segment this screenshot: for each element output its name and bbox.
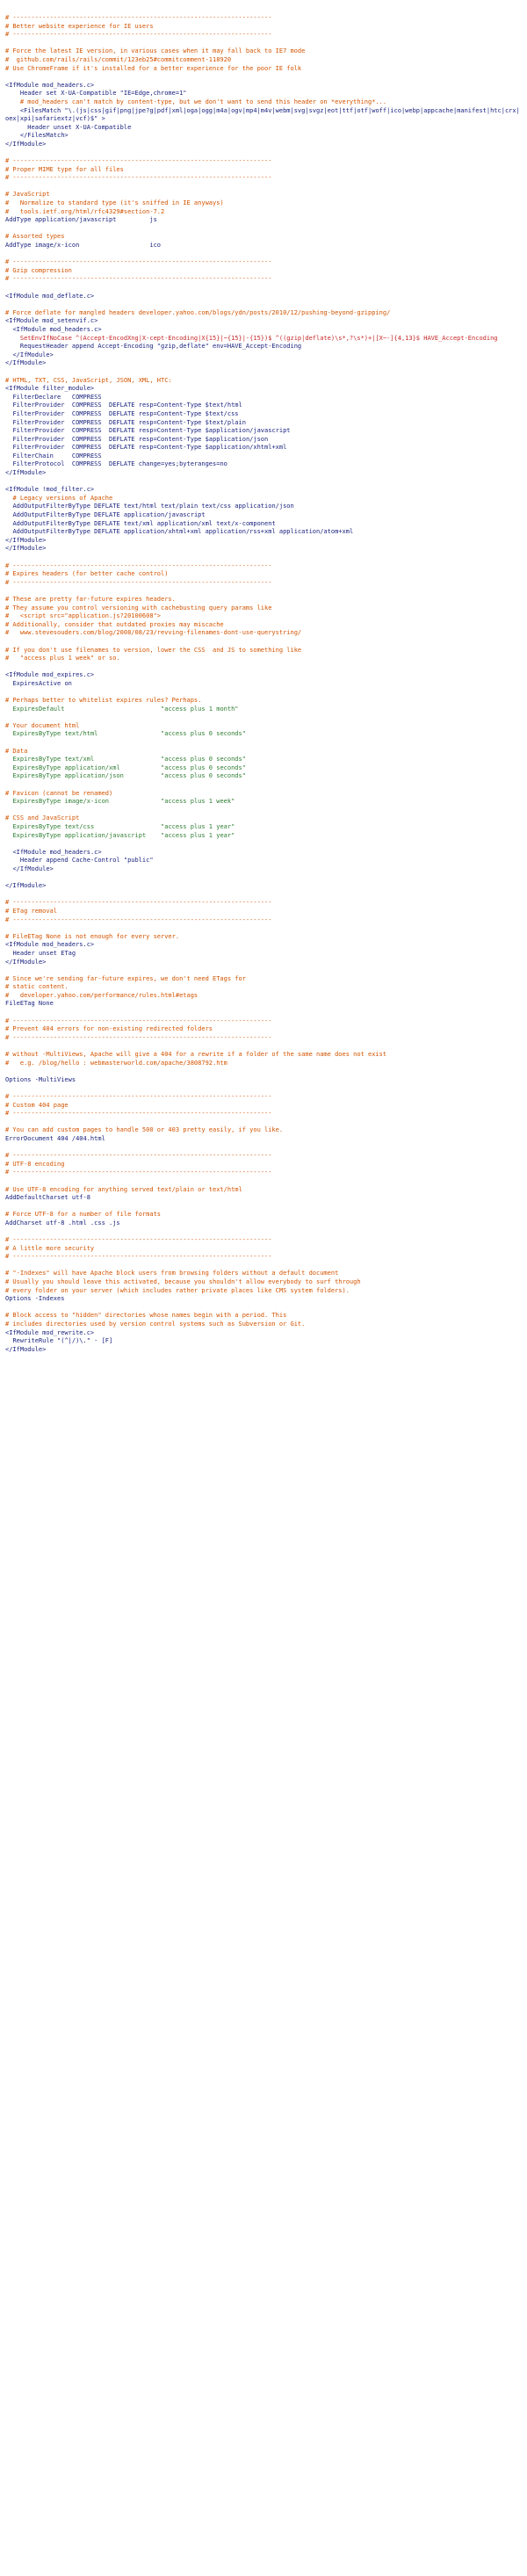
module-tag-line: <IfModule !mod_filter.c> [5,486,95,494]
blank-line [5,713,522,722]
comment-line: # "-Indexes" will have Apache block users from browsing folders without a default document [5,1270,339,1277]
comment-line: # ---------------------------------------------------------------------- [5,1110,272,1118]
comment-line: # Expires headers (for better cache control) [5,570,169,578]
blank-line [5,739,522,748]
directive-line: FilterChain COMPRESS [5,452,102,459]
comment-line: # ---------------------------------------------------------------------- [5,915,272,923]
comment-line: # ---------------------------------------------------------------------- [5,1033,272,1041]
blank-line [5,1009,522,1017]
comment-line: # UTF-8 encoding [5,1160,65,1168]
blank-line [5,149,522,158]
module-tag-line: <FilesMatch "\.(js|css|gif|png|jpe?g|pdf|xml|oga|ogg|m4a|ogv|mp4|m4v|webm|svg|svgz|eot|ttf|otf|woff|ico|webp|appcache|manifest|htc|crx|oex|xpi|safariextz|vcf)$" > [5,106,520,123]
comment-line: # ---------------------------------------------------------------------- [5,1093,272,1100]
comment-line: # includes directories used by version control systems such as Subversion or Git. [5,1321,306,1328]
directive-line: AddType image/x-icon ico [5,242,162,250]
directive-line: FilterProvider COMPRESS DEFLATE resp=Content-Type $application/javascript [5,427,291,435]
blank-line [5,663,522,672]
directive-line: Options -Indexes [5,1295,65,1303]
comment-line: # Use ChromeFrame if it's installed for a better experience for the poor IE folk [5,64,302,72]
comment-line: # "access plus 1 week" or so. [5,655,120,662]
module-tag-line: </IfModule> [5,359,47,367]
comment-line: # ---------------------------------------------------------------------- [5,578,272,586]
comment-line: # FileETag None is not enough for every server. [5,932,180,940]
comment-line: # Force UTF-8 for a number of file formats [5,1211,162,1219]
blank-line [5,1177,522,1186]
module-tag-line: <IfModule mod_headers.c> [5,848,102,856]
comment-line: # ---------------------------------------------------------------------- [5,14,272,21]
blank-line [5,587,522,596]
directive-line: FilterProvider COMPRESS DEFLATE resp=Content-Type $text/html [5,402,242,409]
blank-line [5,638,522,647]
comment-line: # Legacy versions of Apache [5,494,113,502]
expires-rule-line: ExpiresByType text/html "access plus 0 seconds" [5,730,246,738]
module-tag-line: <IfModule filter_module> [5,385,95,393]
expires-rule-line: ExpiresByType application/json "access plus 0 seconds" [5,772,246,780]
module-tag-line: <IfModule mod_deflate.c> [5,292,95,300]
comment-line: # ETag removal [5,907,58,915]
module-tag-line: <IfModule mod_rewrite.c> [5,1328,95,1336]
directive-line: RequestHeader append Accept-Encoding "gzip,deflate" env=HAVE_Accept-Encoding [5,343,302,351]
module-tag-line: <IfModule mod_headers.c> [5,81,95,89]
comment-line: # Use UTF-8 encoding for anything served text/plain or text/html [5,1185,242,1193]
comment-line: # ---------------------------------------------------------------------- [5,275,272,283]
blank-line [5,1067,522,1076]
comment-line: # ---------------------------------------------------------------------- [5,31,272,39]
comment-line: # Assorted types [5,233,65,241]
comment-line: # Better website experience for IE users [5,22,154,30]
directive-line: FilterProvider COMPRESS DEFLATE resp=Content-Type $text/css [5,409,239,417]
comment-line: # Your document html [5,721,80,729]
comment-line: # www.stevesouders.com/blog/2008/08/23/revving-filenames-dont-use-querystring/ [5,629,302,637]
directive-line: Header set X-UA-Compatible "IE=Edge,chrome=1" [5,90,187,98]
blank-line [5,840,522,849]
blank-line [5,1203,522,1212]
expires-rule-line: ExpiresByType text/css "access plus 1 year" [5,823,235,830]
blank-line [5,183,522,192]
comment-line: # tools.ietf.org/html/rfc4329#section-7.2 [5,207,165,215]
directive-line: AddOutputFilterByType DEFLATE application/javascript [5,511,206,519]
blank-line [5,1042,522,1051]
blank-line [5,891,522,900]
directive-line: FilterDeclare COMPRESS [5,393,102,401]
comment-line: # mod_headers can't match by content-type, but we don't want to send this header on *everything*... [5,98,387,105]
comment-line: # github.com/rails/rails/commit/123eb25#commitcomment-118920 [5,55,232,63]
blank-line [5,73,522,82]
module-tag-line: </FilesMatch> [5,132,69,140]
comment-line: # ---------------------------------------------------------------------- [5,561,272,569]
directive-line: RewriteRule "(^|/)\." - [F] [5,1337,113,1345]
blank-line [5,1144,522,1153]
comment-line: # If you don't use filenames to version, lower the CSS and JS to something like [5,646,302,654]
module-tag-line: </IfModule> [5,882,47,890]
blank-line [5,478,522,487]
comment-line: # They assume you control versioning with cachebusting query params like [5,604,272,611]
comment-line: # Proper MIME type for all files [5,165,124,173]
directive-line: Header unset X-UA-Compatible [5,123,132,131]
directive-line: FilterProvider COMPRESS DEFLATE resp=Content-Type $application/json [5,435,269,443]
comment-line: # <script src="application.js?20100608"> [5,612,162,620]
directive-line: ErrorDocument 404 /404.html [5,1134,105,1142]
directive-line: AddOutputFilterByType DEFLATE text/xml application/xml text/x-component [5,519,276,527]
expires-rule-line: ExpiresByType application/javascript "access plus 1 year" [5,831,235,839]
comment-line: # HTML, TXT, CSS, JavaScript, JSON, XML, HTC: [5,376,172,384]
blank-line [5,300,522,309]
module-tag-line: <IfModule mod_expires.c> [5,671,95,679]
expires-rule-line: ExpiresByType image/x-icon "access plus 1 week" [5,798,235,806]
blank-line [5,689,522,698]
blank-line [5,554,522,562]
blank-line [5,368,522,377]
comment-line: # These are pretty far-future expires headers. [5,595,176,603]
module-tag-line: </IfModule> [5,351,54,358]
comment-line: # Since we're sending far-future expires, we don't need ETags for [5,974,246,982]
module-tag-line: <IfModule mod_headers.c> [5,941,95,949]
module-tag-line: </IfModule> [5,545,47,553]
comment-line: # ---------------------------------------------------------------------- [5,157,272,165]
comment-line: # Additionally, consider that outdated proxies may miscache [5,620,224,628]
comment-line: # Prevent 404 errors for non-existing redirected folders [5,1025,213,1033]
comment-line: # You can add custom pages to handle 500 or 403 pretty easily, if you like. [5,1126,284,1134]
comment-line: # JavaScript [5,191,50,199]
comment-line: # CSS and JavaScript [5,814,80,822]
directive-line: Header append Cache-Control "public" [5,857,154,865]
directive-line: FilterProvider COMPRESS DEFLATE resp=Content-Type $text/plain [5,418,246,426]
module-tag-line: </IfModule> [5,140,47,148]
comment-line: # developer.yahoo.com/performance/rules.html#etags [5,991,199,999]
comment-line: # Favicon (cannot be renamed) [5,789,113,797]
blank-line [5,1304,522,1313]
directive-line: AddDefaultCharset utf-8 [5,1194,90,1202]
comment-line: # ---------------------------------------------------------------------- [5,1017,272,1024]
expires-rule-line: ExpiresByType application/xml "access plus 0 seconds" [5,763,246,771]
directive-line: FilterProtocol COMPRESS DEFLATE change=yes;byteranges=no [5,460,227,468]
blank-line [5,40,522,48]
comment-line: # without -MultiViews, Apache will give a 404 for a rewrite if a folder of the same name does not exist [5,1051,387,1059]
module-tag-line: </IfModule> [5,865,54,872]
comment-line: # Gzip compression [5,266,72,274]
module-tag-line: </IfModule> [5,958,47,966]
comment-line: # every folder on your server (which includes rather private places like CMS system folders). [5,1286,350,1294]
comment-line: # Normalize to standard type (it's sniffed in IE anyways) [5,199,224,207]
comment-line: # ---------------------------------------------------------------------- [5,1169,272,1176]
blank-line [5,781,522,790]
module-tag-line: <IfModule mod_setenvif.c> [5,317,98,325]
comment-line: # A little more security [5,1244,95,1252]
directive-line: FileETag None [5,1000,54,1008]
module-tag-line: </IfModule> [5,1345,47,1353]
comment-line: # ---------------------------------------------------------------------- [5,1152,272,1160]
module-tag-line: </IfModule> [5,469,47,477]
comment-line: # Perhaps better to whitelist expires rules? Perhaps. [5,697,202,705]
comment-line: # e.g. /blog/hello : webmasterworld.com/apache/3808792.htm [5,1059,227,1067]
directive-line: Header unset ETag [5,949,76,957]
blank-line [5,1228,522,1237]
blank-line [5,250,522,259]
comment-line: # ---------------------------------------------------------------------- [5,258,272,266]
expires-rule-line: ExpiresByType text/xml "access plus 0 seconds" [5,756,246,763]
comment-line: # Custom 404 page [5,1101,69,1109]
directive-line: AddType application/javascript js [5,216,157,224]
directive-line: AddCharset utf-8 .html .css .js [5,1219,120,1226]
expires-rule-line: ExpiresDefault "access plus 1 month" [5,705,239,713]
comment-line: # Force the latest IE version, in various cases when it may fall back to IE7 mode [5,47,306,55]
module-tag-line: </IfModule> [5,536,47,544]
directive-line: AddOutputFilterByType DEFLATE application/xhtml+xml application/rss+xml application/atom+xml [5,528,354,536]
blank-line [5,966,522,975]
comment-line: # Data [5,747,28,755]
blank-line [5,1084,522,1093]
comment-line: # ---------------------------------------------------------------------- [5,899,272,907]
blank-line [5,874,522,883]
blank-line [5,1262,522,1270]
blank-line [5,284,522,293]
comment-line: # Block access to "hidden" directories whose names begin with a period. This [5,1312,287,1320]
blank-line [5,1118,522,1127]
module-tag-line: <IfModule mod_headers.c> [5,325,102,333]
directive-line: Options -MultiViews [5,1075,76,1083]
comment-line: # ---------------------------------------------------------------------- [5,1253,272,1261]
comment-line: # ---------------------------------------------------------------------- [5,174,272,182]
comment-line: # Usually you should leave this activated, because you shouldn't allow everybody to surf through [5,1278,361,1286]
directive-line: AddOutputFilterByType DEFLATE text/html text/plain text/css application/json [5,503,294,510]
directive-line: ExpiresActive on [5,679,72,687]
comment-line: # Force deflate for mangled headers developer.yahoo.com/blogs/ydn/posts/2010/12/pushing-beyond-gzipping/ [5,308,391,316]
blank-line [5,225,522,234]
comment-line: # static content. [5,983,69,991]
blank-line [5,924,522,933]
rewrite-regex-line: SetEnvIfNoCase ^(Accept-EncodXng|X-cept-Encoding|X{15}|~{15}|-{15})$ ^((gzip|deflate)\s*,?\s*)+|[X~-]{4,13}$ HAVE_Accept-Encoding [5,334,498,342]
blank-line [5,807,522,815]
directive-line: FilterProvider COMPRESS DEFLATE resp=Content-Type $application/xhtml+xml [5,444,287,452]
comment-line: # ---------------------------------------------------------------------- [5,1236,272,1244]
